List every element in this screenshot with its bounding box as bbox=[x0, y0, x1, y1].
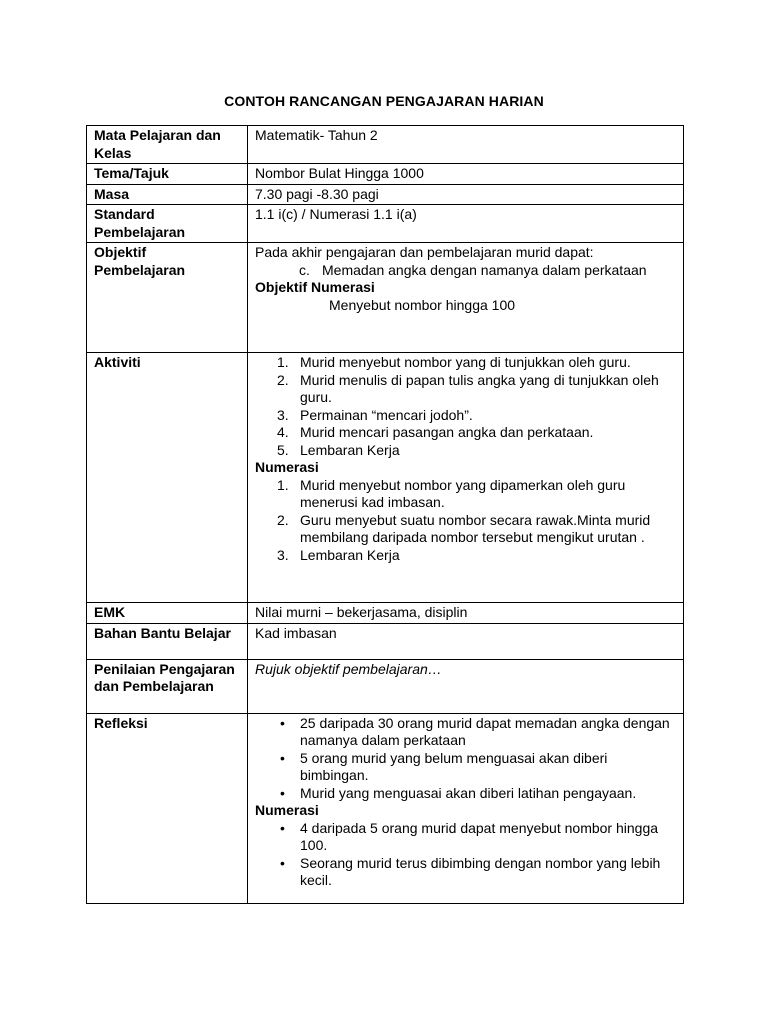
label-tema: Tema/Tajuk bbox=[87, 164, 248, 185]
row-tema bbox=[87, 164, 684, 185]
list-item-text: Lembaran Kerja bbox=[300, 441, 400, 458]
value-tema: Nombor Bulat Hingga 1000 bbox=[248, 164, 684, 185]
list-item bbox=[255, 407, 676, 425]
list-item bbox=[255, 750, 676, 785]
label-emk: EMK bbox=[87, 603, 248, 624]
refleksi-numerasi-heading: Numerasi bbox=[255, 802, 319, 818]
objektif-item-text: Memadan angka dengan namanya dalam perkataan bbox=[322, 261, 647, 278]
list-item bbox=[255, 442, 676, 460]
label-aktiviti: Aktiviti bbox=[87, 353, 248, 603]
row-standard bbox=[87, 205, 684, 243]
value-objektif bbox=[248, 243, 684, 353]
row-objektif bbox=[87, 243, 684, 353]
value-emk: Nilai murni – bekerjasama, disiplin bbox=[248, 603, 684, 624]
value-bahan-bantu: Kad imbasan bbox=[248, 623, 684, 659]
label-penilaian: Penilaian Pengajaran dan Pembelajaran bbox=[87, 659, 248, 713]
row-mata-pelajaran bbox=[87, 126, 684, 164]
aktiviti-numerasi-list bbox=[255, 477, 676, 565]
list-item-text: 5 orang murid yang belum menguasai akan diberi bimbingan. bbox=[300, 749, 608, 783]
row-aktiviti bbox=[87, 353, 684, 603]
list-item-text: Seorang murid terus dibimbing dengan nombor yang lebih kecil. bbox=[300, 854, 661, 888]
label-objektif: Objektif Pembelajaran bbox=[87, 243, 248, 353]
refleksi-numerasi-list bbox=[255, 820, 676, 890]
list-item bbox=[255, 372, 676, 407]
list-item-text: Murid yang menguasai akan diberi latihan pengayaan. bbox=[300, 784, 637, 801]
list-item-text: Murid menyebut nombor yang dipamerkan oleh guru menerusi kad imbasan. bbox=[300, 476, 626, 510]
list-item bbox=[255, 424, 676, 442]
lesson-plan-table bbox=[86, 125, 684, 904]
label-mata-pelajaran: Mata Pelajaran dan Kelas bbox=[87, 126, 248, 164]
list-item bbox=[255, 820, 676, 855]
aktiviti-list bbox=[255, 354, 676, 459]
value-standard: 1.1 i(c) / Numerasi 1.1 i(a) bbox=[248, 205, 684, 243]
list-item-text: 4 daripada 5 orang murid dapat menyebut nombor hingga 100. bbox=[300, 819, 659, 853]
list-item bbox=[255, 715, 676, 750]
list-item bbox=[255, 354, 676, 372]
value-refleksi bbox=[248, 713, 684, 903]
row-emk bbox=[87, 603, 684, 624]
label-bahan-bantu: Bahan Bantu Belajar bbox=[87, 623, 248, 659]
refleksi-list bbox=[255, 715, 676, 803]
row-bahan-bantu bbox=[87, 623, 684, 659]
list-item-text: Permainan “mencari jodoh”. bbox=[300, 406, 473, 423]
row-penilaian bbox=[87, 659, 684, 713]
list-item bbox=[255, 547, 676, 565]
list-item-text: Murid menyebut nombor yang di tunjukkan oleh guru. bbox=[300, 354, 631, 370]
list-item-text: Lembaran Kerja bbox=[300, 546, 400, 563]
row-masa bbox=[87, 184, 684, 205]
document-title: CONTOH RANCANGAN PENGAJARAN HARIAN bbox=[224, 93, 544, 109]
list-item-text: Murid menulis di papan tulis angka yang di tunjukkan oleh guru. bbox=[300, 371, 659, 405]
list-item bbox=[255, 512, 676, 547]
list-item bbox=[255, 477, 676, 512]
label-masa: Masa bbox=[87, 184, 248, 205]
objektif-list bbox=[255, 262, 676, 280]
label-refleksi: Refleksi bbox=[87, 713, 248, 903]
value-mata-pelajaran: Matematik- Tahun 2 bbox=[248, 126, 684, 164]
objektif-numerasi-text: Menyebut nombor hingga 100 bbox=[329, 296, 516, 313]
list-item-text: 25 daripada 30 orang murid dapat memadan angka dengan namanya dalam perkataan bbox=[300, 714, 670, 748]
value-penilaian: Rujuk objektif pembelajaran… bbox=[248, 659, 684, 713]
objektif-item bbox=[255, 262, 676, 280]
row-refleksi bbox=[87, 713, 684, 903]
list-item-text: Murid mencari pasangan angka dan perkataan. bbox=[300, 424, 594, 440]
list-item bbox=[255, 855, 676, 890]
aktiviti-numerasi-heading: Numerasi bbox=[255, 459, 319, 475]
list-item-text: Guru menyebut suatu nombor secara rawak.Minta murid membilang daripada nombor tersebut mengikut urutan . bbox=[300, 511, 651, 545]
objektif-intro: Pada akhir pengajaran dan pembelajaran murid dapat: bbox=[255, 244, 594, 260]
label-standard: Standard Pembelajaran bbox=[87, 205, 248, 243]
value-masa: 7.30 pagi -8.30 pagi bbox=[248, 184, 684, 205]
list-item bbox=[255, 785, 676, 803]
objektif-numerasi-heading: Objektif Numerasi bbox=[255, 279, 375, 295]
value-aktiviti bbox=[248, 353, 684, 603]
